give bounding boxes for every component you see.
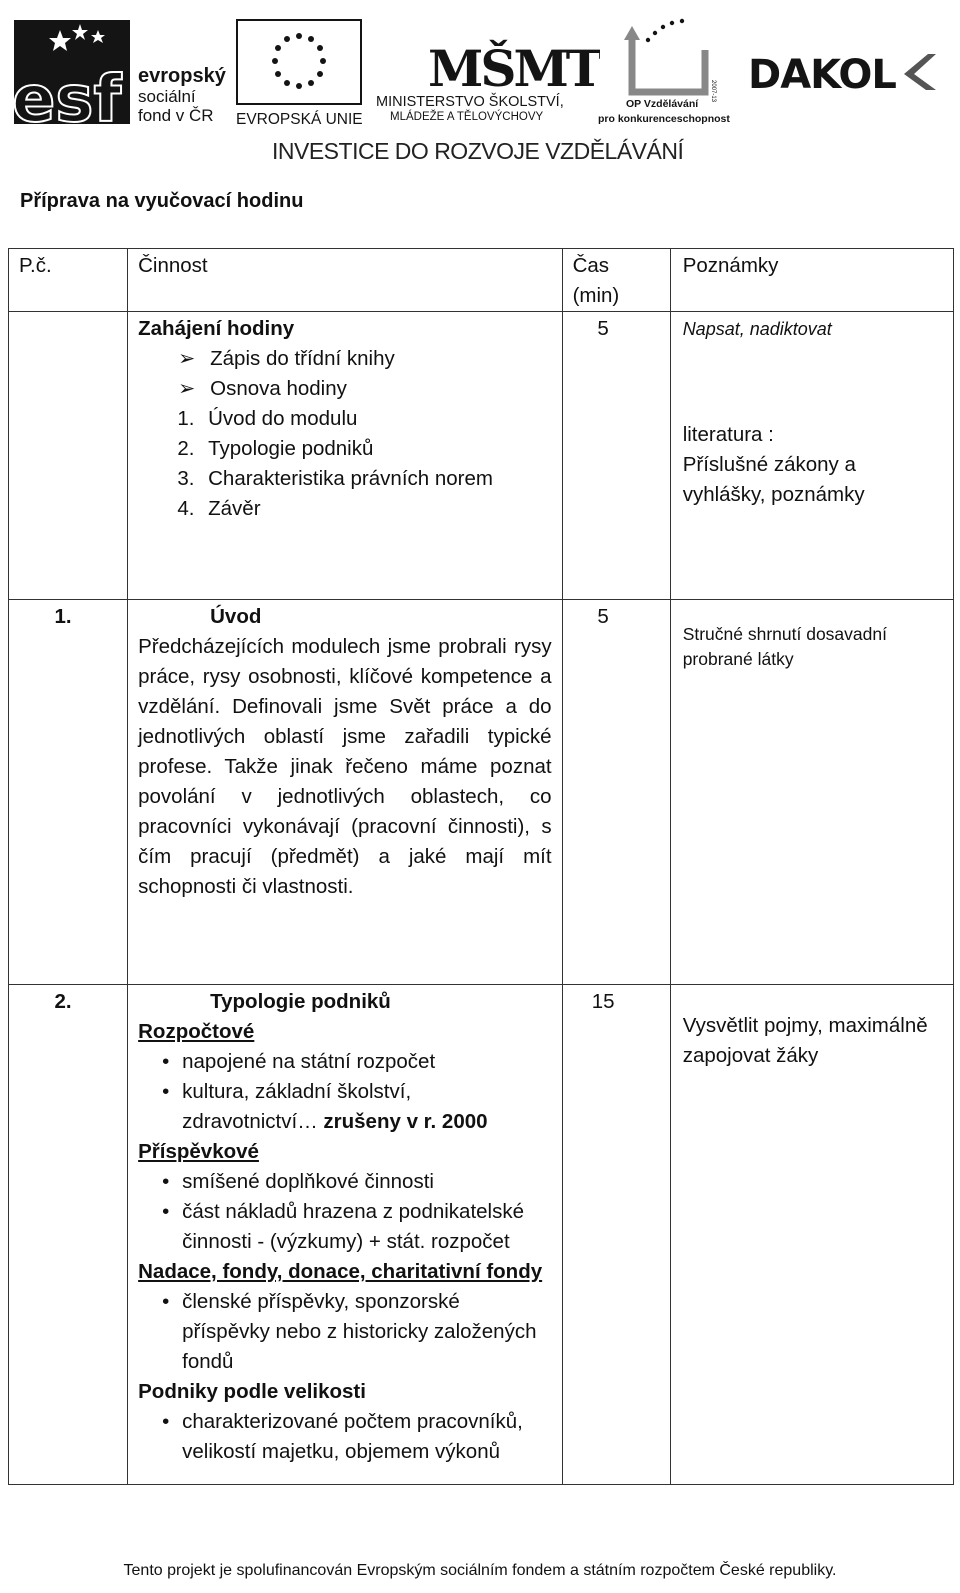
row2-notes: Vysvětlit pojmy, maximálně zapojovat žáky xyxy=(670,985,953,1485)
list-item: • část nákladů hrazena z podnikatelské činnosti - (výzkumy) + stát. rozpočet xyxy=(162,1197,551,1257)
row2-num: 2. xyxy=(9,985,128,1485)
intro-arrow-list xyxy=(138,344,551,404)
list-item: 3. Charakteristika právních norem xyxy=(200,464,551,494)
svg-text:MLÁDEŽE A TĚLOVÝCHOVY: MLÁDEŽE A TĚLOVÝCHOVY xyxy=(390,111,544,123)
list-item: • kultura, základní školství, zdravotnictví… zrušeny v r. 2000 xyxy=(162,1077,551,1137)
header-cas-line1: Čas xyxy=(572,254,610,277)
list-item: • charakterizované počtem pracovníků, velikostí majetku, objemem výkonů xyxy=(162,1407,551,1467)
list-item: 4. Závěr xyxy=(200,494,551,524)
row2-activity-cell xyxy=(128,985,562,1485)
header-pc: P.č. xyxy=(9,249,128,312)
svg-text:MŠMT: MŠMT xyxy=(428,39,601,98)
svg-text:evropský: evropský xyxy=(138,65,226,87)
op-logo xyxy=(598,14,740,125)
svg-text:EVROPSKÁ UNIE: EVROPSKÁ UNIE xyxy=(236,111,363,128)
section-heading: Nadace, fondy, donace, charitativní fondy xyxy=(138,1260,543,1283)
invest-line: INVESTICE DO ROZVOJE VZDĚLÁVÁNÍ xyxy=(272,138,684,164)
row2-time: 15 xyxy=(562,985,670,1485)
list-item: ➢ Osnova hodiny xyxy=(178,374,551,404)
list-item: ➢ Zápis do třídní knihy xyxy=(178,344,551,374)
section-list xyxy=(138,1167,551,1257)
dot-bullet-icon: • xyxy=(162,1200,170,1223)
footer-note: Tento projekt je spolufinancován Evropským sociálním fondem a státním rozpočtem České republiky. xyxy=(123,1562,837,1579)
eu-logo xyxy=(236,20,363,128)
svg-text:MINISTERSTVO ŠKOLSTVÍ,: MINISTERSTVO ŠKOLSTVÍ, xyxy=(376,94,564,110)
intro-note-lit-label: literatura : xyxy=(682,423,774,446)
intro-note-italic: Napsat, nadiktovat xyxy=(682,319,832,339)
dot-bullet-icon: • xyxy=(162,1410,170,1433)
logos-svg xyxy=(0,0,960,140)
row1-time: 5 xyxy=(562,600,670,985)
section-heading: Podniky podle velikosti xyxy=(138,1380,366,1403)
arrow-bullet-icon: ➢ xyxy=(178,347,196,370)
list-item: • členské příspěvky, sponzorské příspěvky nebo z historicky založených fondů xyxy=(162,1287,551,1377)
intro-title: Zahájení hodiny xyxy=(138,317,295,340)
header-cas xyxy=(562,249,670,312)
svg-text:2007-13: 2007-13 xyxy=(710,80,716,103)
row2-sections xyxy=(138,1017,551,1467)
section-list xyxy=(138,1407,551,1467)
row2-title: Typologie podniků xyxy=(210,990,391,1013)
svg-text:esf: esf xyxy=(12,63,122,137)
document-title: Příprava na vyučovací hodinu xyxy=(20,190,304,212)
esf-logo xyxy=(12,20,227,137)
intro-time: 5 xyxy=(562,312,670,600)
list-item: • napojené na státní rozpočet xyxy=(162,1047,551,1077)
header-poznamky: Poznámky xyxy=(670,249,953,312)
dot-bullet-icon: • xyxy=(162,1170,170,1193)
intro-note-lit-text: Příslušné zákony a vyhlášky, poznámky xyxy=(682,453,865,506)
row1-num: 1. xyxy=(9,600,128,985)
list-item: 2. Typologie podniků xyxy=(200,434,551,464)
msmt-logo xyxy=(376,39,603,123)
arrow-bullet-icon: ➢ xyxy=(178,377,196,400)
list-item: • smíšené doplňkové činnosti xyxy=(162,1167,551,1197)
section-heading: Příspěvkové xyxy=(138,1140,259,1163)
header-cinnost: Činnost xyxy=(128,249,562,312)
table-row-2 xyxy=(9,985,954,1485)
dot-bullet-icon: • xyxy=(162,1080,170,1103)
header-cas-line2: (min) xyxy=(572,284,620,307)
lesson-plan-table xyxy=(8,248,954,1485)
section-list xyxy=(138,1047,551,1137)
intro-activity-cell xyxy=(128,312,562,600)
table-row-intro xyxy=(9,312,954,600)
row1-title: Úvod xyxy=(210,605,262,628)
dakol-logo xyxy=(748,52,936,98)
row1-activity-cell xyxy=(128,600,562,985)
logo-strip xyxy=(0,0,960,140)
svg-text:pro konkurenceschopnost: pro konkurenceschopnost xyxy=(598,113,730,125)
intro-notes xyxy=(670,312,953,600)
svg-text:OP Vzdělávání: OP Vzdělávání xyxy=(626,98,699,110)
dot-bullet-icon: • xyxy=(162,1050,170,1073)
svg-text:DAKOL: DAKOL xyxy=(748,52,896,98)
list-item: 1. Úvod do modulu xyxy=(200,404,551,434)
row1-text: Předcházejících modulech jsme probrali rysy práce, rysy osobnosti, klíčové kompetence a vzdělání. Definovali jsme Svět práce a do jednotlivých oblastí jsme zařadili typické profese. Takže jinak řečeno máme poznat povolání v jednotlivých oblastech, co pracovníci vykonávají (pracovní činnosti), s čím pracují (předmět) a jaké mají mít schopnosti či vlastnosti. xyxy=(138,635,552,898)
svg-text:sociální: sociální xyxy=(138,87,196,106)
intro-numbered-list xyxy=(138,404,551,524)
dot-bullet-icon: • xyxy=(162,1290,170,1313)
table-row-1 xyxy=(9,600,954,985)
section-list xyxy=(138,1287,551,1377)
intro-num-cell xyxy=(9,312,128,600)
svg-text:fond v ČR: fond v ČR xyxy=(138,106,214,125)
table-header-row xyxy=(9,249,954,312)
section-heading: Rozpočtové xyxy=(138,1020,255,1043)
row1-notes: Stručné shrnutí dosavadní probrané látky xyxy=(670,600,953,985)
